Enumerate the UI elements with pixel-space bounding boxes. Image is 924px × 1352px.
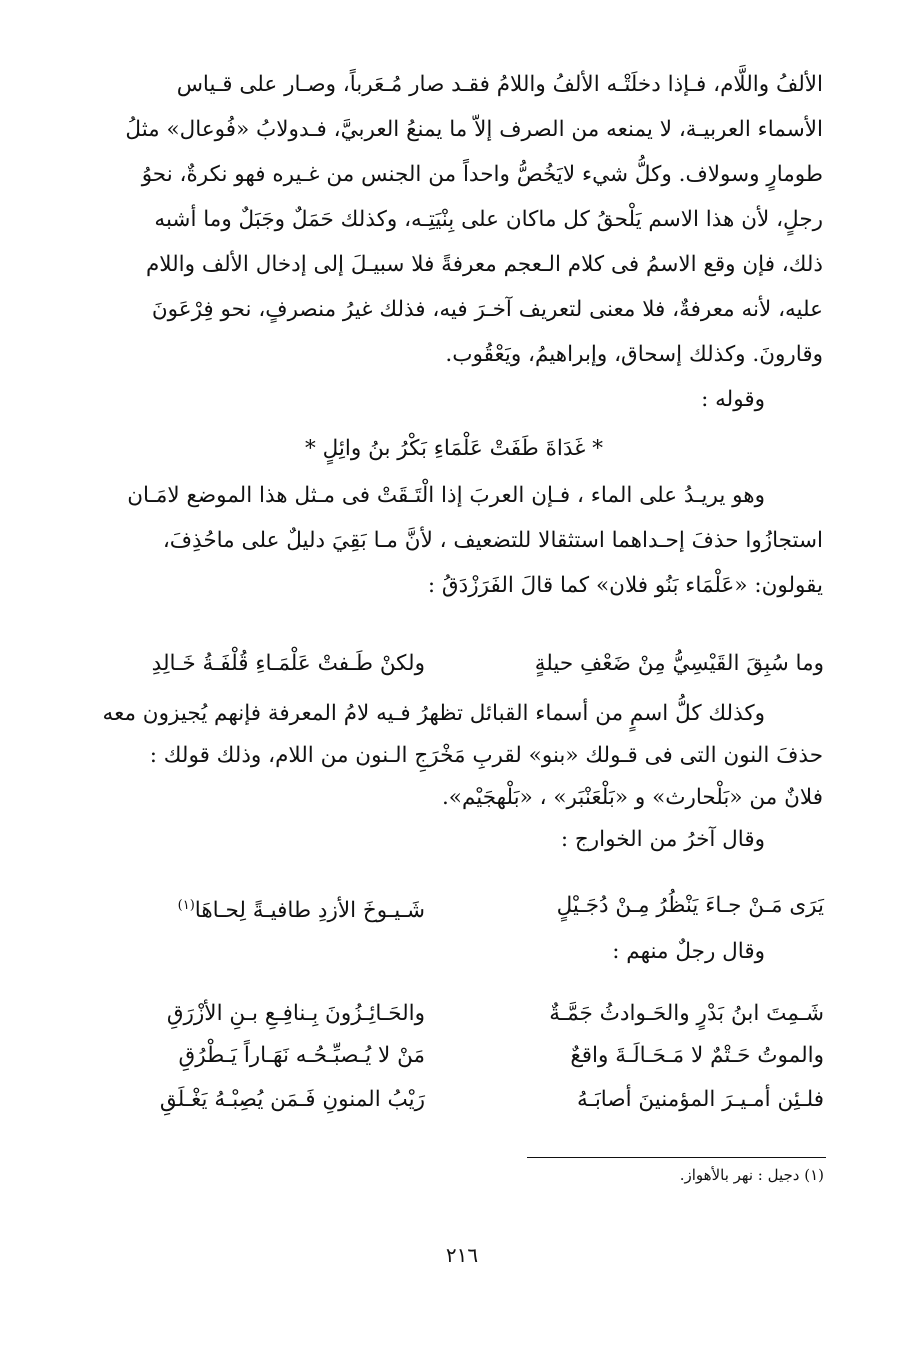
text-line: ذلك، فإن وقع الاسمُ فى كلام الـعجم معرفةً فلا سبيـلَ إلى إدخال الألف واللام bbox=[145, 252, 823, 277]
verse-4-right-hemistich: والموتُ حَـتْمٌ لا مَـحَـالَـةَ واقعٌ bbox=[570, 1043, 824, 1068]
intro-man-block bbox=[85, 932, 823, 972]
paragraph-3 bbox=[85, 693, 823, 861]
paragraph-1 bbox=[85, 62, 823, 608]
text-line: وهو يريـدُ على الماء ، فـإن العربَ إذا الْتَـقَتْ فى مـثل هذا الموضع لامَـان bbox=[127, 483, 765, 508]
verse-3-left-hemistich: والحَـائِـزُونَ بِـنافِـعِ بـنِ الأزْرَقِ bbox=[166, 1001, 425, 1026]
text-line: عليه، لأنه معرفةٌ، فلا معنى لتعريف آخـرَ فيه، فذلك غيرُ منصرفٍ، نحو فِرْعَونَ bbox=[151, 297, 823, 322]
verse-1-left-hemistich: ولكنْ طَـفتْ عَلْمَـاءِ قُلْفَـةُ خَـالِدِ bbox=[151, 651, 425, 676]
text-line: فلانٌ من «بَلْحارث» و «بَلْعَنْبَر» ، «بَلْهجَيْم». bbox=[441, 785, 823, 810]
intro-kharijite: وقال آخرُ من الخوارج : bbox=[560, 827, 765, 852]
verse-5-right-hemistich: فلـئِن أمـيـرَ المؤمنينَ أصابَـهُ bbox=[577, 1087, 824, 1112]
footnote: (١) دجيل : نهر بالأهواز. bbox=[679, 1166, 824, 1184]
text-line: استجازُوا حذفَ إحـداهما استثقالا للتضعيف ، لأنَّ مـا بَقِيَ دليلٌ على ماحُذِفَ، bbox=[162, 528, 823, 553]
text-line: حذفَ النون التى فى قـولك «بنو» لقربِ مَخْرَجِ الـنون من اللام، وذلك قولك : bbox=[149, 743, 823, 768]
intro-quote: وقوله : bbox=[701, 387, 765, 412]
text-line: وكذلك كلُّ اسمٍ من أسماء القبائل تظهرُ فـيه لامُ المعرفة فإنهم يُجيزون معه bbox=[102, 701, 765, 726]
text-line: وقارونَ. وكذلك إسحاق، وإبراهيمُ، ويَعْقُوب. bbox=[445, 342, 823, 367]
footnote-marker: (١) bbox=[177, 898, 195, 913]
quoted-verse: * غَدَاةَ طَفَتْ عَلْمَاءِ بَكْرُ بنُ وائِلٍ * bbox=[305, 436, 603, 461]
verse-2-left-text: شَـيـوخَ الأزدِ طافيـةً لِحـاهَا bbox=[194, 898, 425, 924]
intro-man: وقال رجلٌ منهم : bbox=[612, 939, 765, 964]
verse-4-left-hemistich: مَنْ لا يُـصبِّـحُـه نَهَـاراً يَـطْرُقِ bbox=[178, 1043, 425, 1068]
verse-5-left-hemistich: رَيْبُ المنونِ فَـمَن يُصِبْـهُ يَغْـلَقِ bbox=[159, 1087, 425, 1112]
verse-3-right-hemistich: شَـمِتَ ابنُ بَدْرٍ والحَـوادثُ جَمَّـةٌ bbox=[549, 1001, 824, 1026]
verse-2-left-hemistich bbox=[85, 886, 425, 926]
text-line: الألفُ واللَّام، فـإذا دخلَتْـه الألفُ واللامُ فقـد صار مُـعَرباً، وصـار على قـياس bbox=[176, 72, 823, 97]
text-line: الأسماء العربيـة، لا يمنعه من الصرف إلاّ ما يمنعُ العربيَّ، فـدولابُ «فُوعال» مثلُ bbox=[125, 117, 823, 142]
text-line: رجلٍ، لأن هذا الاسم يَلْحقُ كل ماكان على بِنْيَتِـه، وكذلك حَمَلٌ وجَبَلٌ وما أشبه bbox=[154, 207, 823, 232]
footnote-divider bbox=[527, 1157, 826, 1158]
page-number: ٢١٦ bbox=[445, 1243, 479, 1267]
text-line: طومارٍ وسولاف. وكلُّ شيء لايَخُصُّ واحداً من الجنس من غـيره فهو نكرةٌ، نحوُ bbox=[141, 162, 823, 187]
text-line: يقولون: «عَلْمَاء بَنُو فلان» كما قالَ الفَرَزْدَقُ : bbox=[427, 573, 823, 598]
verse-2-right-hemistich: يَرَى مَـنْ جـاءَ يَنْظُرُ مِـنْ دُجَـيْلٍ bbox=[556, 893, 824, 918]
verse-1-right-hemistich: وما سُبِقَ القَيْسِيُّ مِنْ ضَعْفِ حيلةٍ bbox=[534, 651, 824, 676]
